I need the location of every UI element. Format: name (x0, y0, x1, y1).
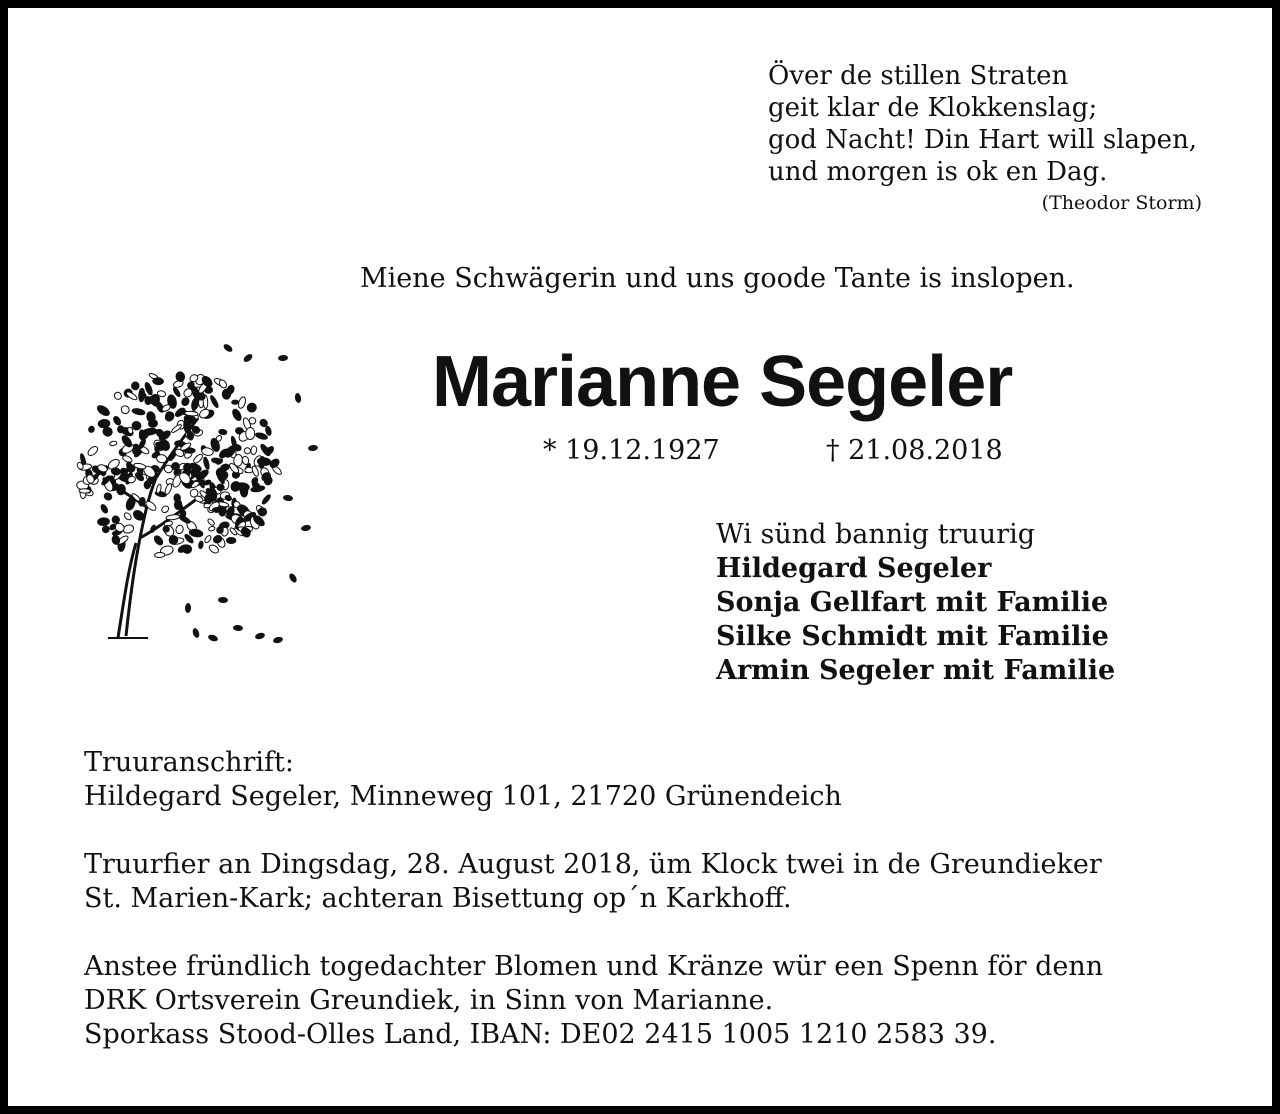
falling-leaf (288, 572, 298, 584)
foliage-leaf (96, 404, 111, 418)
foliage-leaf (218, 429, 227, 435)
foliage-leaf (246, 401, 258, 413)
foliage-leaf (163, 526, 170, 533)
foliage-leaf (79, 489, 90, 494)
poem-line: geit klar de Klokkenslag; (768, 93, 1098, 123)
falling-leaf (294, 393, 302, 404)
mourner-name: Silke Schmidt mit Familie (716, 621, 1109, 652)
foliage-leaf (164, 483, 173, 496)
foliage-leaf (164, 410, 176, 422)
foliage-leaf (120, 404, 131, 415)
foliage-leaf (97, 517, 109, 525)
foliage-leaf (154, 552, 164, 558)
foliage-leaf (192, 453, 204, 465)
foliage-leaf (160, 505, 170, 514)
falling-leaf (300, 524, 311, 532)
mourners-lead: Wi sünd bannig truurig (716, 519, 1036, 550)
foliage-leaf (153, 377, 164, 385)
foliage-leaf (171, 462, 180, 470)
foliage-leaf (204, 535, 212, 544)
poem-author: (Theodor Storm) (1041, 192, 1202, 214)
falling-leaf (308, 444, 319, 451)
mourner-name: Sonja Gellfart mit Familie (716, 587, 1109, 618)
foliage-leaf (120, 434, 133, 448)
foliage-leaf (251, 465, 260, 477)
foliage-leaf (138, 388, 145, 402)
falling-leaf (272, 636, 283, 644)
foliage-leaf (143, 427, 158, 435)
poem-line: god Nacht! Din Hart will slapen, (768, 125, 1198, 155)
foliage-leaf (243, 447, 251, 455)
intro-text: Miene Schwägerin und uns goode Tante is inslopen. (360, 263, 1075, 294)
foliage-leaf (175, 371, 185, 382)
foliage-leaf (109, 441, 117, 447)
foliage-leaf (209, 395, 219, 409)
poem (768, 60, 1208, 216)
foliage-leaf (98, 419, 110, 428)
deceased-name: Marianne Segeler (432, 342, 1013, 422)
foliage-leaf (231, 408, 243, 422)
foliage-leaf (237, 396, 247, 409)
falling-leaf (218, 597, 228, 603)
falling-leaf (185, 603, 192, 613)
address-label: Truuranschrift: (84, 747, 294, 778)
foliage-leaf (116, 484, 125, 495)
foliage-leaf (112, 415, 122, 426)
service-line: St. Marien-Kark; achteran Bisettung op´n Karkhoff. (84, 883, 792, 914)
foliage-leaf (174, 494, 181, 502)
foliage-leaf (100, 504, 109, 515)
foliage-leaf (117, 425, 124, 432)
foliage-leaf (180, 397, 190, 407)
foliage-leaf (113, 391, 122, 401)
foliage-leaf (156, 454, 167, 464)
foliage-leaf (269, 457, 281, 469)
foliage-leaf (86, 445, 99, 457)
falling-leaf (233, 625, 243, 632)
foliage-leaf (88, 425, 95, 433)
birth-date: * 19.12.1927 (543, 435, 720, 466)
foliage-leaf (226, 537, 236, 543)
falling-leaf (192, 627, 201, 638)
foliage-leaf (208, 526, 215, 532)
foliage-leaf (207, 518, 216, 527)
donation-line: Anstee fründlich togedachter Blomen und Kränze wür een Spenn för denn (84, 951, 1104, 982)
donation-line: Sporkass Stood-Olles Land, IBAN: DE02 2415 1005 1210 2583 39. (84, 1019, 997, 1050)
mourner-name: Hildegard Segeler (716, 553, 992, 584)
foliage-leaf (258, 508, 267, 517)
falling-leaf (222, 343, 234, 354)
foliage-leaf (203, 457, 211, 470)
mourner-name: Armin Segeler mit Familie (716, 655, 1116, 686)
foliage-leaf (131, 382, 139, 390)
falling-leaf (283, 494, 294, 501)
foliage-leaf (150, 524, 157, 533)
foliage-leaf (153, 534, 165, 546)
falling-leaf (254, 632, 265, 641)
foliage-leaf (103, 492, 113, 502)
address-value: Hildegard Segeler, Minneweg 101, 21720 Grünendeich (84, 781, 842, 812)
death-date: † 21.08.2018 (826, 435, 1003, 466)
foliage-leaf (261, 494, 272, 505)
foliage-leaf (123, 512, 132, 522)
foliage-leaf (189, 528, 204, 537)
foliage-leaf (246, 427, 255, 439)
foliage-leaf (241, 456, 249, 466)
foliage-leaf (232, 400, 239, 405)
foliage-leaf (217, 484, 224, 491)
foliage-leaf (175, 524, 185, 534)
falling-leaf (278, 355, 288, 362)
details-block (84, 746, 1224, 1052)
donation-line: DRK Ortsverein Greundiek, in Sinn von Marianne. (84, 985, 774, 1016)
foliage-leaf (258, 456, 265, 468)
windblown-tree-icon (48, 338, 328, 658)
falling-leaf (207, 633, 218, 642)
foliage-leaf (126, 461, 132, 468)
foliage-leaf (224, 494, 232, 501)
foliage-leaf (250, 446, 257, 455)
mourners-block (716, 518, 1115, 688)
foliage-leaf (161, 403, 171, 412)
poem-line: und morgen is ok en Dag. (768, 157, 1108, 187)
foliage-leaf (102, 525, 110, 533)
foliage-leaf (132, 408, 146, 416)
falling-leaf (242, 353, 254, 364)
poem-line: Över de stillen Straten (768, 61, 1069, 91)
foliage-leaf (222, 389, 231, 399)
service-line: Truurfier an Dingsdag, 28. August 2018, üm Klock twei in de Greundieker (84, 849, 1102, 880)
foliage-leaf (212, 507, 221, 512)
foliage-leaf (198, 541, 203, 549)
foliage-leaf (166, 514, 180, 520)
